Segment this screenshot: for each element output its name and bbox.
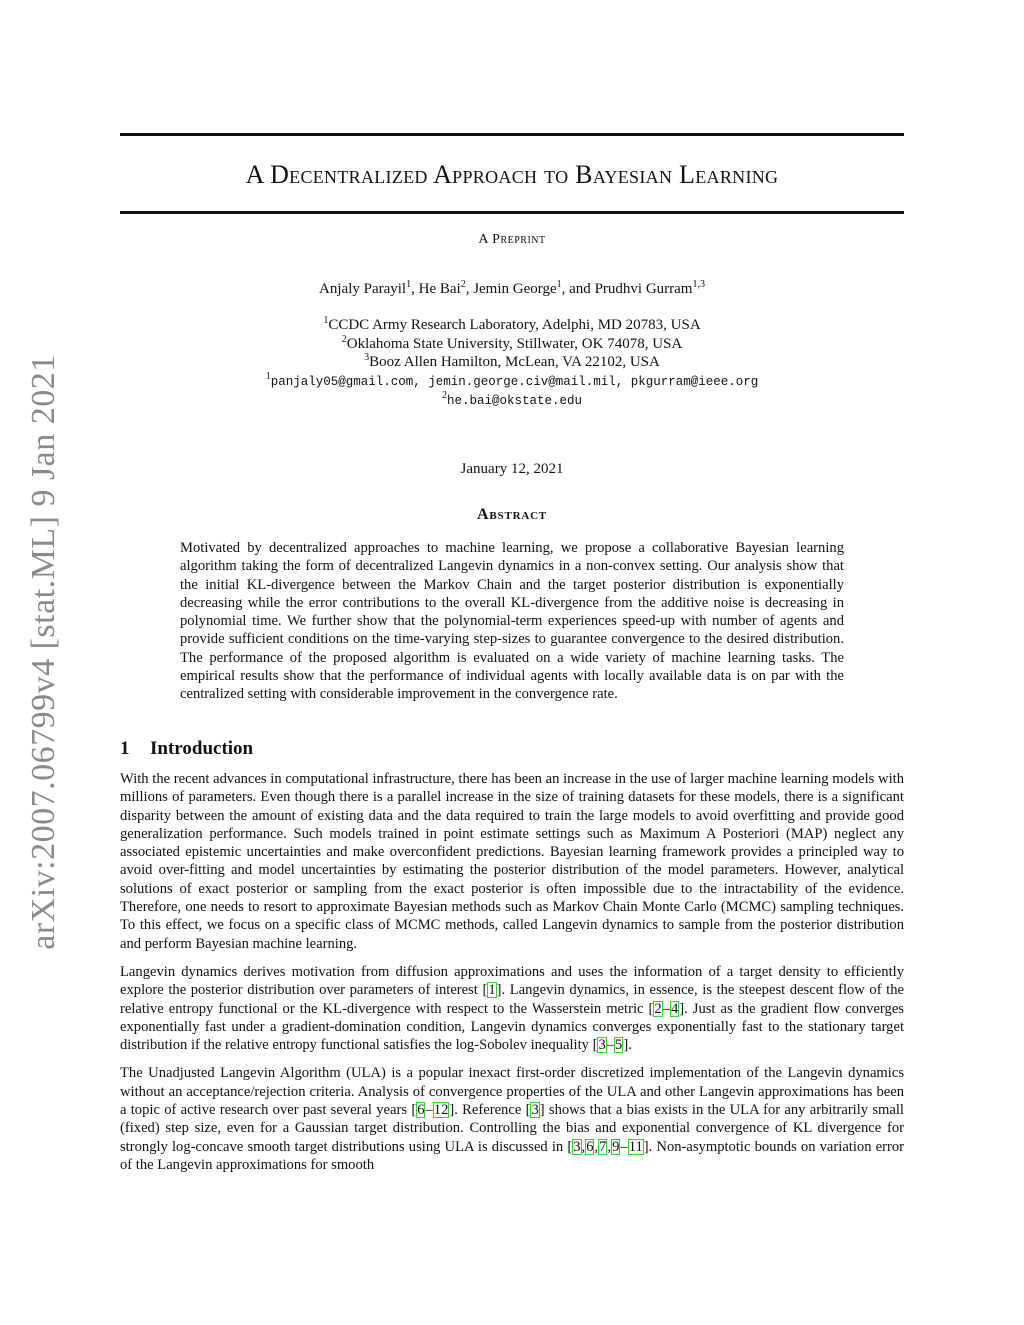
section-heading: [120, 738, 253, 760]
affiliation-block: [120, 316, 904, 411]
citation-link[interactable]: 6: [417, 1102, 425, 1119]
title-bottom-rule: [120, 211, 904, 214]
citation-link[interactable]: 6: [586, 1138, 594, 1155]
citation-link[interactable]: 11: [628, 1138, 643, 1155]
author-affiliation-marker: 1,3: [692, 279, 705, 290]
title-top-rule: [120, 133, 904, 136]
author-name: Prudhvi Gurram: [594, 281, 693, 297]
paper-title: A Decentralized Approach to Bayesian Learning: [245, 160, 779, 189]
citation-link[interactable]: 9: [612, 1138, 620, 1155]
citation-link[interactable]: 2: [654, 1000, 662, 1017]
citation-link[interactable]: 3: [598, 1037, 606, 1054]
section-body: [120, 770, 904, 1184]
body-paragraph: Langevin dynamics derives motivation from diffusion approximations and uses the information of a target density to efficiently explore the posterior distribution over parameters of interest [1]. Langevin dynamics, in essence, is the steepest descent flow of the relative entropy functional or the KL-divergence with respect to the Wasserstein metric [2–4]. Just as the gradient flow converges exponentially fast under a gradient-domination condition, Langevin dynamics converges exponentially fast to the stationary target distribution if the relative entropy functional satisfies the log-Sobolev inequality [3–5].: [120, 963, 904, 1054]
affiliation-line: $^3$Booz Allen Hamilton, McLean, VA 22102, USA: [364, 352, 660, 370]
author-name: Jemin George: [473, 281, 557, 297]
citation-link[interactable]: 7: [599, 1138, 607, 1155]
author-name: Anjaly Parayil: [319, 281, 407, 297]
affiliation-line: $^2$Oklahoma State University, Stillwater, OK 74078, USA: [341, 333, 683, 352]
email-line: $^1$panjaly05@gmail.com, jemin.george.civ@mail.mil, pkgurram@ieee.org: [265, 370, 759, 389]
citation-link[interactable]: 5: [615, 1037, 623, 1054]
author-affiliation-marker: 2: [460, 279, 466, 290]
author-affiliation-marker: 1: [556, 279, 562, 290]
author-affiliation-marker: 1: [406, 279, 412, 290]
section-title: Introduction: [150, 738, 254, 759]
body-paragraph: The Unadjusted Langevin Algorithm (ULA) is a popular inexact first-order discretized implementation of the Langevin dynamics without an acceptance/rejection criteria. Analysis of convergence properties of the ULA and other Langevin approximations has been a topic of active research over past several years [6–12]. Reference [3] shows that a bias exists in the ULA for any arbitrarily small (fixed) step size, even for a Gaussian target distribution. Controlling the bias and exponential convergence of KL divergence for strongly log-concave smooth target distributions using ULA is discussed in [3,6,7,9–11]. Non-asymptotic bounds on variation error of the Langevin approximations for smooth: [120, 1065, 905, 1173]
email-line: $^2$he.bai@okstate.edu: [441, 390, 583, 408]
citation-link[interactable]: 4: [670, 1000, 679, 1017]
citation-link[interactable]: 3: [531, 1102, 539, 1119]
body-paragraph: With the recent advances in computational infrastructure, there has been an increase in the use of larger machine learning models with millions of parameters. Even though there is a parallel increase in the size of training datasets for these models, there is a significant disparity between the amount of existing data and the data required to train the large models to avoid overfitting and provide good generalization performance. Such models trained in point estimate settings such as Maximum A Posteriori (MAP) neglect any associated epistemic uncertainties and make overconfident predictions. Bayesian learning framework provides a principled way to avoid over-fitting and model uncertainties by estimating the posterior distribution of the model parameters. However, analytical solutions of exact posterior or sampling from the exact posterior is often impossible due to the intractability of the evidence. Therefore, one needs to resort to approximate Bayesian methods such as Markov Chain Monte Carlo (MCMC) sampling techniques. To this effect, we focus on a specific class of MCMC methods, called Langevin dynamics to sample from the posterior distribution and perform Bayesian machine learning.: [120, 771, 904, 952]
citation-link[interactable]: 1: [488, 982, 496, 999]
citation-link[interactable]: 3: [573, 1138, 581, 1155]
publication-date: January 12, 2021: [460, 461, 564, 477]
author-list: Anjaly Parayil$^1$, He Bai$^2$, Jemin George$^1$, and Prudhvi Gurram$^{1,3}$: [319, 279, 705, 297]
abstract-heading: Abstract: [477, 506, 547, 523]
author-name: He Bai: [418, 281, 461, 297]
section-number: 1: [120, 738, 130, 759]
citation-link[interactable]: 12: [433, 1102, 449, 1119]
abstract-text: Motivated by decentralized approaches to machine learning, we propose a collaborative Bayesian learning algorithm taking the form of decentralized Langevin dynamics in a non-convex setting. Our analysis show that the initial KL-divergence between the Markov Chain and the target posterior distribution is exponentially decreasing while the error contributions to the overall KL-divergence from the additive noise is decreasing in polynomial time. We further show that the polynomial-term experiences speed-up with number of agents and provide sufficient conditions on the time-varying step-sizes to guarantee convergence to the desired distribution. The performance of the proposed algorithm is evaluated on a wide variety of machine learning tasks. The empirical results show that the performance of individual agents with locally available data is on par with the centralized setting with considerable improvement in the convergence rate.: [180, 540, 844, 703]
arxiv-sidebar-stamp: arXiv:2007.06799v4 [stat.ML] 9 Jan 2021: [25, 354, 62, 950]
affiliation-line: $^1$CCDC Army Research Laboratory, Adelphi, MD 20783, USA: [323, 315, 701, 333]
preprint-label: A Preprint: [478, 232, 546, 247]
